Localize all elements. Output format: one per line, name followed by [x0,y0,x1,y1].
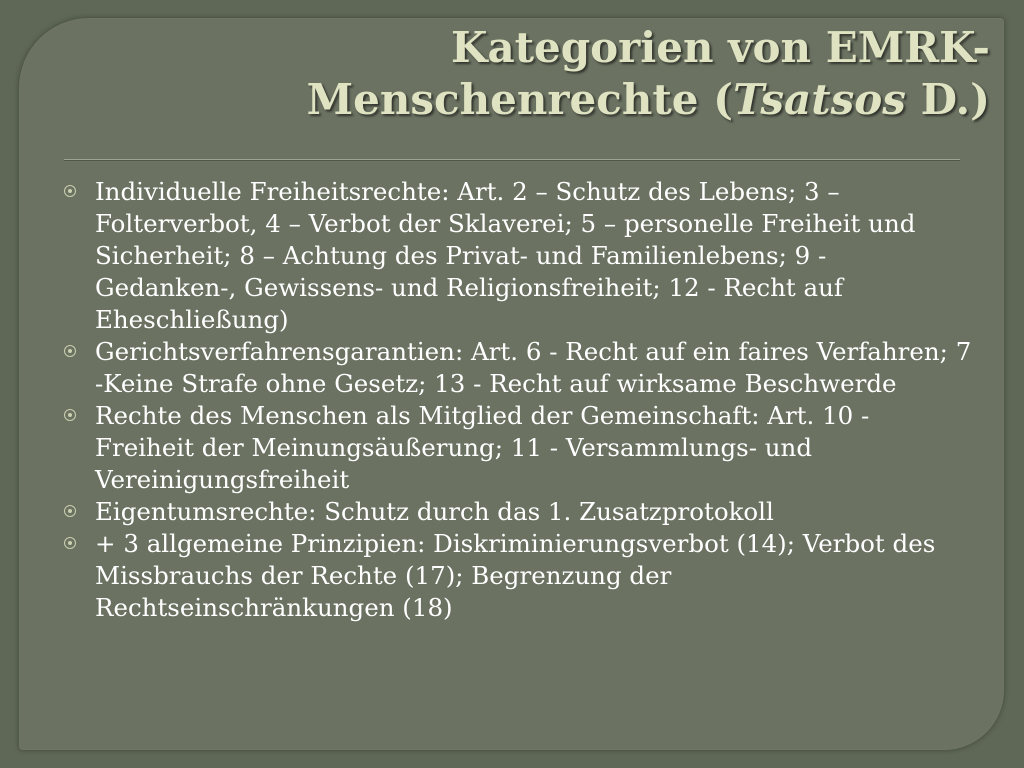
title-divider [64,159,960,161]
title-line-1: Kategorien von EMRK- [450,23,990,72]
title-line-2-end: D.) [905,75,990,124]
title-line-2-start: Menschenrechte ( [306,75,733,124]
list-item [64,400,974,496]
list-item-text: Rechte des Menschen als Mitglied der Gemeinschaft: Art. 10 - Freiheit der Meinungsäußerung; 11 - Versammlungs- und Vereinigungsfreiheit [95,401,870,494]
list-item-text: Individuelle Freiheitsrechte: Art. 2 – Schutz des Lebens; 3 –Folterverbot, 4 – Verbot der Sklaverei; 5 – personelle Freiheit und Sicherheit; 8 – Achtung des Privat- und Familienlebens; 9 - Gedanken-, Gewissens- und Religionsfreiheit; 12 - Recht auf Eheschließung) [95,177,916,334]
list-item-text: Gerichtsverfahrensgarantien: Art. 6 - Recht auf ein faires Verfahren; 7 -Keine Strafe ohne Gesetz; 13 - Recht auf wirksame Beschwerde [95,337,972,398]
list-item-text: + 3 allgemeine Prinzipien: Diskriminierungsverbot (14); Verbot des Missbrauchs der Rechte (17); Begrenzung der Rechtseinschränkungen (18) [95,529,936,622]
circled-dot-bullet-icon [64,537,76,549]
list-item [64,176,974,336]
circled-dot-bullet-icon [64,409,76,421]
circled-dot-bullet-icon [64,345,76,357]
list-item-text: Eigentumsrechte: Schutz durch das 1. Zusatzprotokoll [95,497,774,526]
title-author-name: Tsatsos [732,75,906,124]
list-item [64,496,974,528]
title-line-2 [120,74,990,126]
slide-title [120,22,990,126]
list-item [64,336,974,400]
list-item [64,528,974,624]
bullet-list [64,176,974,624]
circled-dot-bullet-icon [64,505,76,517]
circled-dot-bullet-icon [64,185,76,197]
